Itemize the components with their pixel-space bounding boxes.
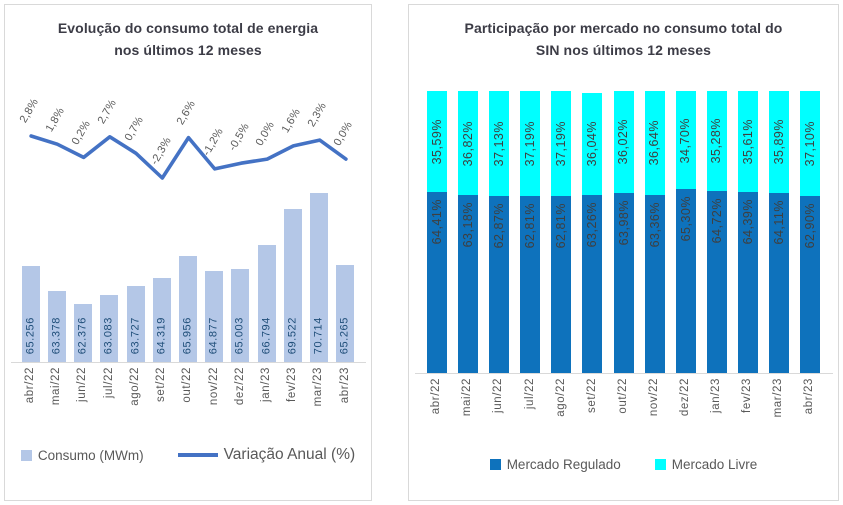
month-cell: [794, 378, 825, 442]
regulado-value-label: 64,72%: [709, 197, 724, 244]
month-cell: [763, 378, 794, 442]
mercado-livre-segment: [551, 91, 571, 196]
month-label: jul/22: [523, 378, 536, 410]
month-cell: [96, 367, 122, 431]
stacked-bar: [582, 93, 602, 373]
month-label: nov/22: [207, 367, 220, 406]
livre-value-label: 37,19%: [523, 121, 538, 167]
month-cell: [701, 378, 732, 442]
month-label: jun/22: [492, 378, 505, 414]
stacked-bar-column: [515, 91, 546, 373]
consumption-plot: [18, 81, 359, 362]
mercado-regulado-segment: [707, 191, 727, 374]
variacao-point-label: 0,0%: [253, 120, 277, 149]
livre-value-label: 35,61%: [740, 118, 755, 165]
regulado-value-label: 63,98%: [616, 199, 631, 246]
livre-value-label: 37,13%: [491, 121, 506, 167]
mercado-livre-segment: [645, 91, 665, 194]
month-label: abr/23: [338, 367, 351, 404]
bar-value-label: 62.376: [76, 317, 89, 355]
month-cell: [18, 367, 44, 431]
bar-value-label: 63.083: [102, 317, 115, 355]
legend-item-livre: [655, 457, 758, 472]
stacked-bar: [676, 91, 696, 373]
mercado-livre-segment: [489, 91, 509, 196]
stacked-bar-column: [763, 91, 794, 373]
month-cell: [201, 367, 227, 431]
mercado-livre-segment: [458, 91, 478, 195]
month-cell: [306, 367, 332, 431]
mercado-livre-segment: [676, 91, 696, 189]
month-cell: [332, 367, 358, 431]
month-cell: [70, 367, 96, 431]
regulado-value-label: 63,26%: [585, 201, 600, 248]
mercado-livre-segment: [738, 91, 758, 191]
month-label: mar/23: [772, 378, 785, 418]
livre-value-label: 37,19%: [554, 121, 569, 167]
market-share-plot: [422, 91, 826, 373]
month-label: mai/22: [461, 378, 474, 417]
variacao-point-label: -1,2%: [200, 126, 227, 159]
livre-value-label: 35,28%: [709, 118, 724, 164]
bar-value-label: 70.714: [312, 317, 325, 355]
mercado-livre-segment: [427, 91, 447, 191]
bar-value-label: 63.378: [50, 317, 63, 355]
bar-value-label: 65.956: [181, 317, 194, 355]
stacked-bar: [800, 91, 820, 373]
bar-value-label: 63.727: [129, 317, 142, 355]
variacao-point-label: 2,8%: [17, 96, 41, 126]
mercado-regulado-segment: [645, 195, 665, 374]
month-cell: [453, 378, 484, 442]
left-month-axis: [18, 367, 359, 431]
livre-value-label: 36,82%: [460, 120, 475, 166]
month-label: ago/22: [554, 378, 567, 418]
month-cell: [422, 378, 453, 442]
mercado-livre-segment: [800, 91, 820, 196]
right-x-axis-line: [415, 373, 833, 374]
stacked-bar: [489, 91, 509, 373]
stacked-bar: [769, 91, 789, 373]
month-label: jul/22: [102, 367, 115, 399]
livre-value-label: 36,04%: [585, 121, 600, 167]
regulado-value-label: 63,36%: [647, 201, 662, 248]
livre-swatch-icon: [655, 459, 666, 470]
stacked-bar: [645, 91, 665, 373]
month-label: out/22: [181, 367, 194, 403]
legend-item-variacao: [178, 446, 356, 464]
month-label: dez/22: [233, 367, 246, 406]
variacao-point-label: 2,7%: [95, 97, 120, 127]
stacked-bar: [614, 91, 634, 373]
stacked-bar: [738, 91, 758, 373]
month-label: abr/23: [803, 378, 816, 415]
stacked-bar-column: [453, 91, 484, 373]
month-cell: [639, 378, 670, 442]
right-legend: [409, 457, 838, 472]
month-cell: [577, 378, 608, 442]
legend-item-consumo: [21, 448, 144, 463]
month-cell: [44, 367, 70, 431]
mercado-livre-segment: [707, 91, 727, 191]
month-cell: [254, 367, 280, 431]
stacked-bar: [458, 91, 478, 373]
mercado-regulado-segment: [614, 193, 634, 373]
livre-value-label: 34,70%: [678, 117, 693, 164]
variacao-point-label: 1,6%: [279, 106, 303, 136]
stacked-bar-column: [484, 91, 515, 373]
stacked-bar: [520, 91, 540, 373]
bar-value-label: 69.522: [286, 317, 299, 355]
mercado-livre-segment: [614, 91, 634, 193]
legend-livre-label: Mercado Livre: [671, 457, 758, 473]
month-label: set/22: [585, 378, 598, 414]
month-label: jan/23: [709, 378, 722, 414]
mercado-regulado-segment: [676, 189, 696, 373]
variacao-point-label: 0,7%: [122, 114, 146, 143]
variacao-point-label: 2,6%: [174, 98, 198, 128]
month-cell: [280, 367, 306, 431]
mercado-livre-segment: [582, 93, 602, 195]
month-cell: [122, 367, 148, 431]
stacked-bar-column: [608, 91, 639, 373]
variacao-point-label: 0,0%: [331, 120, 356, 149]
legend-consumo-label: Consumo (MWm): [37, 447, 144, 463]
regulado-value-label: 62,81%: [554, 203, 569, 249]
month-label: jan/23: [259, 367, 272, 403]
month-label: mai/22: [50, 367, 63, 406]
bar-value-label: 65.265: [338, 317, 351, 355]
legend-variacao-label: Variação Anual (%): [223, 446, 356, 464]
month-cell: [546, 378, 577, 442]
livre-value-label: 36,02%: [616, 119, 631, 165]
variacao-point-label: 0,2%: [69, 118, 93, 147]
livre-value-label: 35,59%: [429, 118, 444, 165]
consumption-chart-card[interactable]: [4, 4, 372, 501]
month-label: abr/22: [430, 378, 443, 415]
stacked-bar-column: [577, 91, 608, 373]
market-share-bars: [422, 91, 826, 373]
stacked-bar-column: [732, 91, 763, 373]
month-label: fev/23: [286, 367, 299, 403]
left-legend: [5, 446, 371, 464]
regulado-value-label: 64,39%: [740, 198, 755, 245]
month-label: nov/22: [647, 378, 660, 417]
regulado-value-label: 65,30%: [678, 196, 693, 242]
bar-value-label: 65.256: [24, 317, 37, 355]
month-label: set/22: [155, 367, 168, 403]
month-label: fev/23: [741, 378, 754, 414]
month-cell: [175, 367, 201, 431]
legend-item-regulado: [490, 457, 621, 472]
stacked-bar-column: [701, 91, 732, 373]
month-cell: [484, 378, 515, 442]
month-cell: [608, 378, 639, 442]
mercado-regulado-segment: [458, 195, 478, 373]
stacked-bar-column: [546, 91, 577, 373]
market-share-chart-card[interactable]: [408, 4, 839, 501]
month-cell: [227, 367, 253, 431]
mercado-regulado-segment: [427, 192, 447, 374]
regulado-value-label: 62,87%: [491, 203, 506, 249]
stacked-bar-column: [422, 91, 453, 373]
mercado-regulado-segment: [551, 196, 571, 373]
bar-value-label: 64.877: [207, 317, 220, 355]
month-cell: [515, 378, 546, 442]
mercado-regulado-segment: [800, 196, 820, 373]
variacao-point-label: -2,3%: [148, 135, 174, 168]
livre-value-label: 36,64%: [647, 120, 662, 166]
month-cell: [670, 378, 701, 442]
mercado-regulado-segment: [582, 195, 602, 373]
regulado-value-label: 64,11%: [771, 199, 786, 245]
month-label: dez/22: [678, 378, 691, 417]
regulado-value-label: 64,41%: [429, 198, 444, 245]
mercado-regulado-segment: [769, 193, 789, 374]
variacao-point-label: 2,3%: [305, 101, 330, 130]
regulado-value-label: 62,90%: [802, 202, 817, 249]
regulado-value-label: 62,81%: [523, 203, 538, 249]
stacked-bar: [707, 91, 727, 373]
stacked-bar-column: [639, 91, 670, 373]
left-chart-title: Evolução do consumo total de energia nos últimos 12 meses: [57, 20, 319, 58]
regulado-value-label: 63,18%: [460, 202, 475, 248]
stacked-bar-column: [794, 91, 825, 373]
livre-value-label: 35,89%: [771, 119, 786, 165]
month-label: out/22: [616, 378, 629, 414]
month-label: jun/22: [76, 367, 89, 403]
month-cell: [732, 378, 763, 442]
consumo-swatch-icon: [21, 450, 32, 461]
mercado-regulado-segment: [489, 196, 509, 373]
variacao-line-swatch-icon: [178, 453, 218, 457]
month-cell: [149, 367, 175, 431]
left-x-axis-line: [11, 362, 366, 363]
mercado-regulado-segment: [738, 192, 758, 374]
right-chart-title: Participação por mercado no consumo total do SIN nos últimos 12 meses: [464, 20, 783, 58]
stacked-bar: [427, 91, 447, 373]
right-month-axis: [422, 378, 826, 442]
bar-value-label: 66.794: [260, 317, 273, 355]
mercado-livre-segment: [769, 91, 789, 192]
legend-regulado-label: Mercado Regulado: [506, 457, 621, 473]
stacked-bar-column: [670, 91, 701, 373]
bar-value-label: 65.003: [233, 317, 246, 355]
month-label: ago/22: [128, 367, 141, 407]
variacao-point-label: -0,5%: [227, 120, 253, 153]
variacao-point-label: 1,8%: [43, 105, 67, 134]
bar-value-label: 64.319: [155, 317, 168, 355]
stacked-bar: [551, 91, 571, 373]
regulado-swatch-icon: [490, 459, 501, 470]
month-label: abr/22: [23, 367, 36, 404]
mercado-regulado-segment: [520, 196, 540, 373]
month-label: mar/23: [312, 367, 325, 407]
livre-value-label: 37,10%: [802, 120, 817, 167]
mercado-livre-segment: [520, 91, 540, 196]
